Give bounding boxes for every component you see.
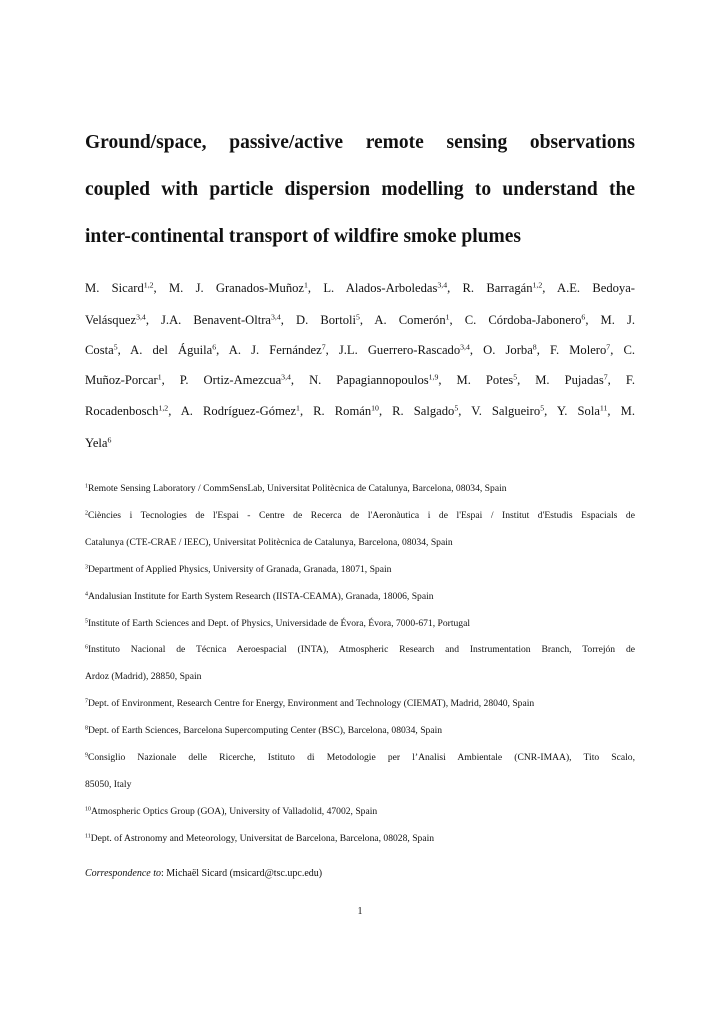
page-number: 1 [357, 906, 363, 917]
line-text: Velásquez [85, 313, 137, 327]
line-text: Yela [85, 436, 108, 450]
superscript-marker: 6 [107, 435, 112, 445]
affiliation-line [85, 752, 635, 763]
affiliation-line [85, 564, 635, 575]
superscript-marker: 6 [212, 342, 217, 352]
affiliation-line [85, 698, 635, 709]
superscript-marker: 5 [454, 403, 459, 413]
affiliation-marker: 9 [85, 752, 88, 759]
author-line [85, 436, 635, 451]
superscript-marker: 3,4 [437, 280, 448, 290]
superscript-marker: 5 [540, 403, 545, 413]
line-text: , C. Córdoba-Jabonero [449, 313, 582, 327]
affiliation-line [85, 779, 635, 790]
affiliation-marker: 2 [85, 510, 88, 517]
affiliation-line [85, 644, 635, 655]
superscript-marker: 1 [296, 403, 300, 413]
superscript-marker: 10 [371, 403, 379, 413]
affiliation-text: Instituto Nacional de Técnica Aeroespacial (INTA), Atmospheric Research and Instrumentation Branch, Torrejón de [87, 644, 635, 655]
affiliation-marker: 3 [85, 564, 88, 571]
line-text: , A.E. Bedoya- [542, 281, 635, 295]
line-text: , R. Barragán [447, 281, 533, 295]
superscript-marker: 5 [513, 372, 518, 382]
affiliation-marker: 8 [85, 725, 88, 732]
line-text: , M. J. Granados-Muñoz [153, 281, 305, 295]
line-text: Rocadenbosch [85, 404, 159, 418]
affiliation-marker: 6 [85, 644, 88, 651]
author-line [85, 313, 635, 328]
affiliation-line [85, 483, 635, 494]
affiliation-line [85, 537, 635, 548]
affiliation-line [85, 725, 635, 736]
affiliation-marker: 10 [85, 806, 91, 813]
line-text: , N. Papagiannopoulos [290, 373, 429, 387]
superscript-marker: 5 [356, 312, 360, 322]
line-text: , M. J. [585, 313, 635, 327]
line-text: Costa [85, 343, 114, 357]
superscript-marker: 8 [532, 342, 537, 352]
superscript-marker: 3,4 [460, 342, 470, 352]
author-line [85, 373, 635, 388]
affiliation-text: Institute of Earth Sciences and Dept. of Physics, Universidade de Évora, Évora, 7000-671, Portugal [87, 618, 471, 629]
superscript-marker: 11 [599, 403, 608, 413]
author-line [85, 404, 635, 419]
affiliation-marker: 7 [85, 698, 88, 705]
affiliation-text: Consiglio Nazionale delle Ricerche, Istituto di Metodologie per l’Analisi Ambientale (CNR-IMAA), Tito Scalo, [87, 752, 635, 763]
line-text: , F. Molero [536, 343, 607, 357]
affiliation-text: Andalusian Institute for Earth System Research (IISTA-CEAMA), Granada, 18006, Spain [87, 591, 434, 602]
superscript-marker: 1,9 [428, 372, 439, 382]
title-line: Ground/space, passive/active remote sensing observations [85, 132, 635, 153]
line-text: , P. Ortiz-Amezcua [161, 373, 282, 387]
affiliation-text: Dept. of Astronomy and Meteorology, Universitat de Barcelona, Barcelona, 08028, Spain [90, 833, 435, 844]
line-text: , M. [607, 404, 635, 418]
affiliation-text: Dept. of Environment, Research Centre for Energy, Environment and Technology (CIEMAT), Madrid, 28040, Spain [87, 698, 535, 709]
superscript-marker: 3,4 [271, 312, 281, 322]
line-text: M. Sicard [85, 281, 144, 295]
line-text: , F. [607, 373, 635, 387]
line-text: , L. Alados-Arboledas [307, 281, 438, 295]
line-text: , D. Bortoli [280, 313, 356, 327]
line-text: , R. Román [299, 404, 372, 418]
superscript-marker: 1 [445, 312, 450, 322]
line-text: , O. Jorba [469, 343, 533, 357]
correspondence-label: Correspondence to [85, 868, 162, 879]
superscript-marker: 3,4 [136, 312, 146, 322]
superscript-marker: 6 [581, 312, 586, 322]
correspondence-text: : Michaël Sicard (msicard@tsc.upc.edu) [161, 868, 323, 879]
line-text: , C. [610, 343, 635, 357]
affiliation-text: Ardoz (Madrid), 28850, Spain [85, 671, 202, 682]
affiliation-text: Atmospheric Optics Group (GOA), University of Valladolid, 47002, Spain [90, 806, 378, 817]
superscript-marker: 7 [606, 342, 611, 352]
title-line: coupled with particle dispersion modelling to understand the [85, 179, 635, 200]
author-line [85, 281, 635, 296]
superscript-marker: 5 [113, 342, 118, 352]
affiliation-line [85, 618, 635, 629]
superscript-marker: 1,2 [158, 403, 169, 413]
line-text: , M. Pujadas [517, 373, 604, 387]
affiliation-marker: 1 [85, 483, 88, 490]
title-line: inter-continental transport of wildfire smoke plumes [85, 226, 522, 247]
author-line [85, 343, 635, 358]
superscript-marker: 1 [157, 372, 162, 382]
correspondence [85, 868, 322, 879]
affiliation-marker: 11 [85, 833, 91, 840]
affiliation-text: 85050, Italy [85, 779, 132, 790]
line-text: , V. Salgueiro [458, 404, 541, 418]
affiliation-text: Catalunya (CTE-CRAE / IEEC), Universitat Politècnica de Catalunya, Barcelona, 08034, Spain [85, 537, 453, 548]
affiliation-marker: 5 [85, 618, 88, 625]
superscript-marker: 7 [603, 372, 608, 382]
line-text: , A. del Águila [117, 343, 213, 357]
line-text: , Y. Sola [544, 404, 600, 418]
superscript-marker: 1,2 [532, 280, 543, 290]
affiliation-line [85, 833, 635, 844]
line-text: , A. J. Fernández [216, 343, 322, 357]
line-text: , J.L. Guerrero-Rascado [325, 343, 461, 357]
line-text: , M. Potes [438, 373, 514, 387]
line-text: , J.A. Benavent-Oltra [145, 313, 272, 327]
affiliation-text: Dept. of Earth Sciences, Barcelona Supercomputing Center (BSC), Barcelona, 08034, Spain [87, 725, 443, 736]
superscript-marker: 7 [321, 342, 326, 352]
line-text: , A. Rodríguez-Gómez [168, 404, 297, 418]
superscript-marker: 3,4 [281, 372, 291, 382]
affiliation-line [85, 806, 635, 817]
superscript-marker: 1 [304, 280, 308, 290]
line-text: Muñoz-Porcar [85, 373, 158, 387]
superscript-marker: 1,2 [143, 280, 154, 290]
affiliation-text: Ciències i Tecnologies de l'Espai - Centre de Recerca de l'Aeronàutica i de l'Espai / Institut d'Estudis Espacials de [87, 510, 635, 521]
affiliation-line [85, 671, 635, 682]
line-text: , A. Comerón [359, 313, 446, 327]
affiliation-text: Remote Sensing Laboratory / CommSensLab, Universitat Politècnica de Catalunya, Barcelona, 08034, Spain [87, 483, 507, 494]
affiliation-marker: 4 [85, 591, 88, 598]
affiliation-text: Department of Applied Physics, University of Granada, Granada, 18071, Spain [87, 564, 392, 575]
affiliation-line [85, 591, 635, 602]
line-text: , R. Salgado [378, 404, 455, 418]
affiliation-line [85, 510, 635, 521]
